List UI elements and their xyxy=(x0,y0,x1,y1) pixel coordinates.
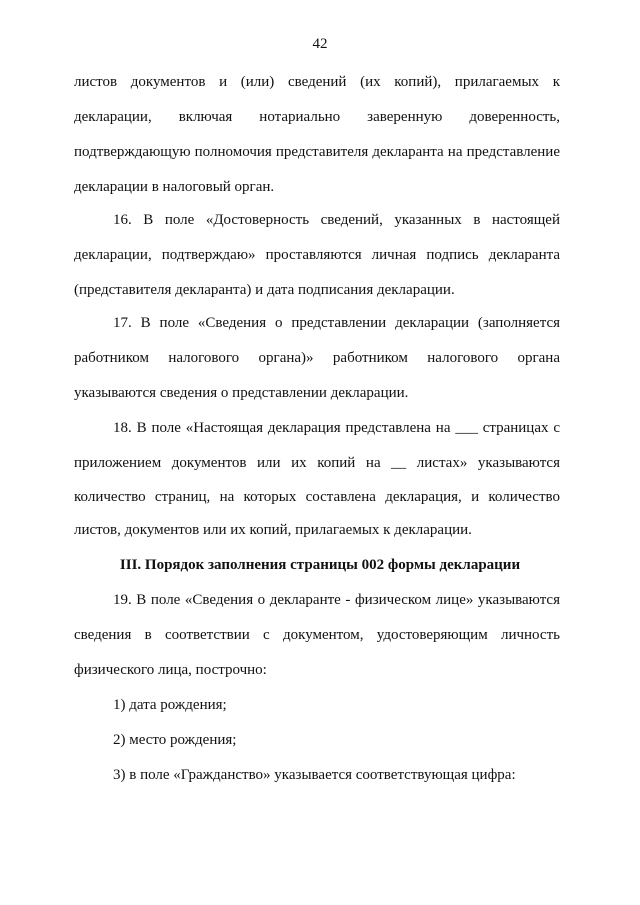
paragraph-19-line: физического лица, построчно: xyxy=(74,662,267,678)
list-item: 2) место рождения; xyxy=(113,732,237,748)
paragraph-line: листов документов и (или) сведений (их копий), прилагаемых к xyxy=(74,74,560,90)
paragraph-18-line: 18. В поле «Настоящая декларация представлена на ___ страницах с xyxy=(113,420,560,436)
paragraph-18-line: приложением документов или их копий на __ листах» указываются xyxy=(74,455,560,471)
paragraph-17-line: 17. В поле «Сведения о представлении декларации (заполняется xyxy=(113,315,560,331)
paragraph-19-line: 19. В поле «Сведения о декларанте - физическом лице» указываются xyxy=(113,592,560,608)
paragraph-18-line: листов, документов или их копий, прилагаемых к декларации. xyxy=(74,522,472,538)
paragraph-16-line: декларации, подтверждаю» проставляются личная подпись декларанта xyxy=(74,247,560,263)
paragraph-line: декларации, включая нотариально заверенную доверенность, xyxy=(74,109,560,125)
paragraph-17-line: работником налогового органа)» работником налогового органа xyxy=(74,350,560,366)
section-heading: III. Порядок заполнения страницы 002 формы декларации xyxy=(119,557,521,573)
paragraph-line: подтверждающую полномочия представителя декларанта на представление xyxy=(74,144,560,160)
paragraph-16-line: 16. В поле «Достоверность сведений, указанных в настоящей xyxy=(113,212,560,228)
paragraph-18-line: количество страниц, на которых составлена декларация, и количество xyxy=(74,489,560,505)
paragraph-line: декларации в налоговый орган. xyxy=(74,179,275,195)
paragraph-19-line: сведения в соответствии с документом, удостоверяющим личность xyxy=(74,627,560,643)
list-item: 1) дата рождения; xyxy=(113,697,227,713)
paragraph-16-line: (представителя декларанта) и дата подписания декларации. xyxy=(74,282,455,298)
page-number: 42 xyxy=(312,36,328,52)
list-item: 3) в поле «Гражданство» указывается соответствующая цифра: xyxy=(113,767,516,783)
paragraph-17-line: указываются сведения о представлении декларации. xyxy=(74,385,409,401)
